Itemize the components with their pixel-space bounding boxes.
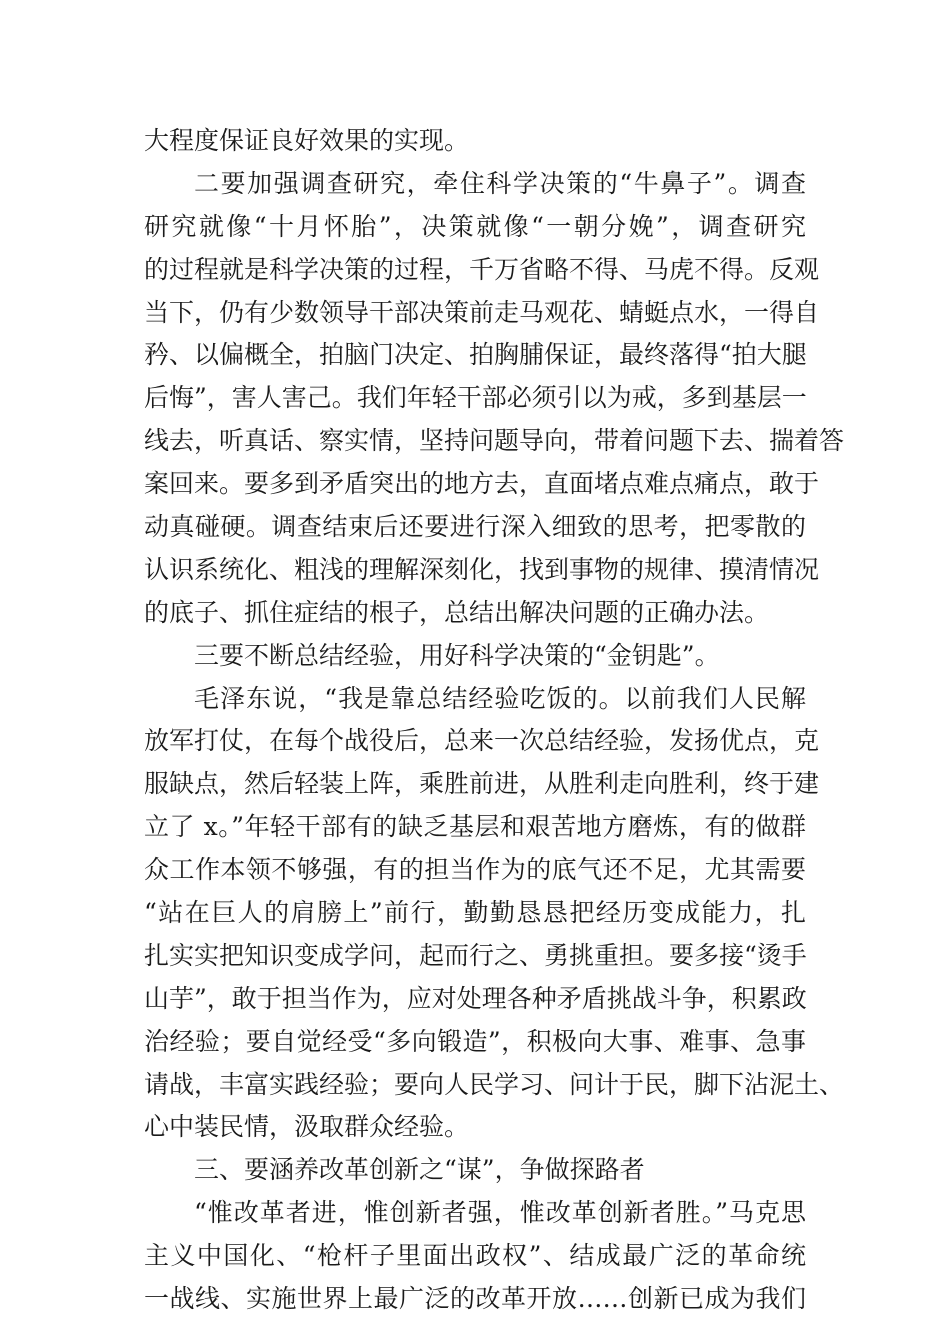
text-line: 的底子、抓住症结的根子，总结出解决问题的正确办法。 <box>144 597 770 627</box>
text-line: 众工作本领不够强，有的担当作为的底气还不足，尤其需要 <box>144 855 806 885</box>
text-line: “惟改革者进，惟创新者强，惟改革创新者胜。”马克思 <box>194 1198 806 1228</box>
text-line: 研究就像“十月怀胎”，决策就像“一朝分娩”，调查研究 <box>144 211 806 241</box>
text-line: 后悔”，害人害己。我们年轻干部必须引以为戒，多到基层一 <box>144 383 807 413</box>
text-line: 二要加强调查研究，牵住科学决策的“牛鼻子”。调查 <box>194 168 806 198</box>
text-line: 矜、以偏概全，拍脑门决定、拍胸脯保证，最终落得“拍大腿 <box>144 340 807 370</box>
text-line: 案回来。要多到矛盾突出的地方去，直面堵点难点痛点，敢于 <box>144 469 820 499</box>
text-line: 服缺点，然后轻装上阵，乘胜前进，从胜利走向胜利，终于建 <box>144 769 820 799</box>
text-line: 放军打仗，在每个战役后，总来一次总结经验，发扬优点，克 <box>144 726 820 756</box>
text-line: 线去，听真话、察实情，坚持问题导向，带着问题下去、揣着答 <box>144 426 845 456</box>
text-line: 的过程就是科学决策的过程，千万省略不得、马虎不得。反观 <box>144 254 820 284</box>
text-line: “站在巨人的肩膀上”前行，勤勤恳恳把经历变成能力，扎 <box>144 898 806 928</box>
text-line: 请战，丰富实践经验；要向人民学习、问计于民，脚下沾泥土、 <box>144 1069 845 1099</box>
text-line: 主义中国化、“枪杆子里面出政权”、结成最广泛的革命统 <box>144 1241 806 1271</box>
text-line: 扎实实把知识变成学问，起而行之、勇挑重担。要多接“烫手 <box>144 940 807 970</box>
text-line: 山芋”，敢于担当作为，应对处理各种矛盾挑战斗争，积累政 <box>144 983 807 1013</box>
section-heading: 三、要涵养改革创新之“谋”，争做探路者 <box>194 1155 645 1185</box>
text-line: 大程度保证良好效果的实现。 <box>144 126 470 155</box>
text-line: 认识系统化、粗浅的理解深刻化，找到事物的规律、摸清情况 <box>144 554 820 584</box>
text-line: 毛泽东说，“我是靠总结经验吃饭的。以前我们人民解 <box>194 683 806 713</box>
text-line: 心中装民情，汲取群众经验。 <box>144 1112 470 1142</box>
text-line: 一战线、实施世界上最广泛的改革开放……创新已成为我们 <box>144 1284 806 1314</box>
text-line: 当下，仍有少数领导干部决策前走马观花、蜻蜓点水，一得自 <box>144 297 820 327</box>
document-body <box>144 120 845 1321</box>
text-line: 治经验；要自觉经受“多向锻造”，积极向大事、难事、急事 <box>144 1026 806 1056</box>
text-line: 动真碰硬。调查结束后还要进行深入细致的思考，把零散的 <box>144 512 806 542</box>
section-heading: 三要不断总结经验，用好科学决策的“金钥匙”。 <box>194 640 720 670</box>
text-line: 立了 x。”年轻干部有的缺乏基层和艰苦地方磨炼，有的做群 <box>144 812 806 842</box>
